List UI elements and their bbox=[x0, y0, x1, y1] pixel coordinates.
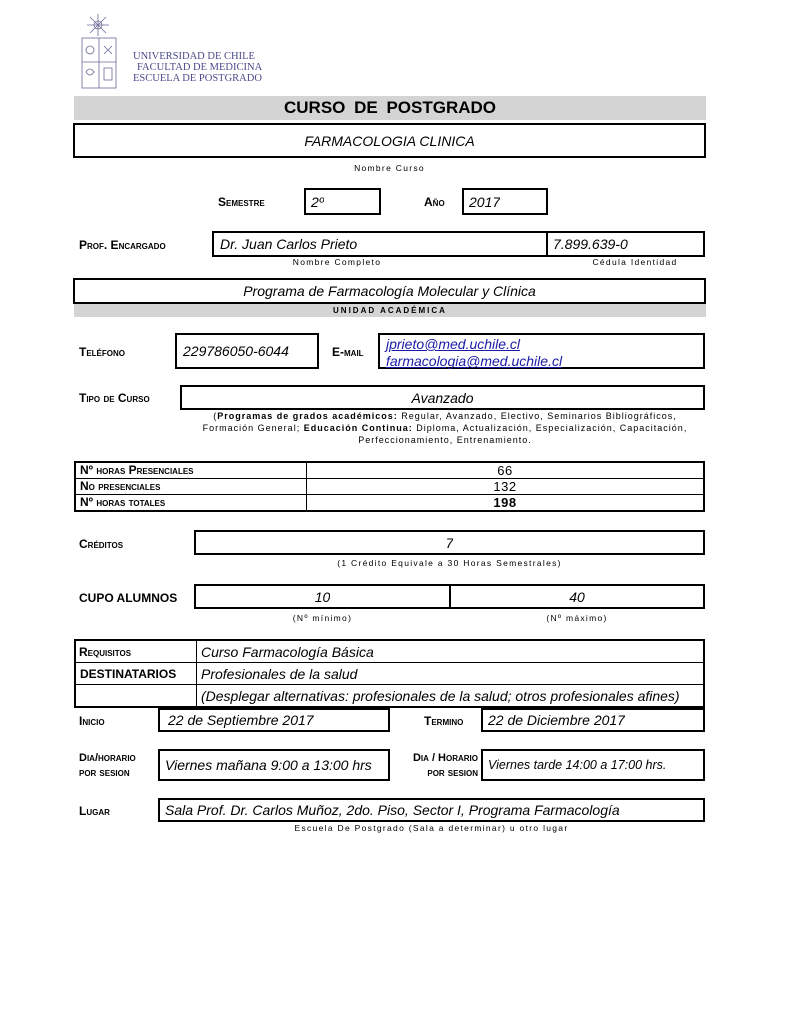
quota-min-field bbox=[194, 584, 451, 609]
course-type-note bbox=[200, 410, 690, 446]
audience-alt-label-cell bbox=[75, 685, 197, 708]
quota-min-caption: (Nº mínimo) bbox=[292, 613, 353, 623]
academic-unit-caption-band bbox=[74, 304, 706, 317]
table-row bbox=[75, 479, 704, 495]
year-value: 2017 bbox=[469, 193, 501, 210]
requirements-label-cell bbox=[75, 640, 197, 663]
phone-field bbox=[175, 333, 319, 369]
course-type-note-continuing-list: Diploma, Actualización, Especialización, Capacitación, Perfeccionamiento, Entrenamiento. bbox=[358, 423, 688, 445]
audience-alternatives: (Desplegar alternativas: profesionales de la salud; otros profesionales afines) bbox=[197, 685, 705, 708]
professor-id-value: 7.899.639-0 bbox=[553, 236, 628, 252]
end-value: 22 de Diciembre 2017 bbox=[488, 712, 625, 728]
professor-name-caption: Nombre Completo bbox=[292, 257, 382, 267]
table-row bbox=[75, 462, 704, 479]
year-field bbox=[462, 188, 548, 215]
hours-table bbox=[74, 461, 705, 512]
professor-label: Prof. Encargado bbox=[79, 238, 166, 252]
schedule1-label bbox=[79, 751, 136, 781]
email-field bbox=[378, 333, 705, 369]
end-field bbox=[481, 708, 705, 732]
email-label: E-mail bbox=[332, 345, 364, 359]
course-type-label: Tipo de Curso bbox=[79, 391, 150, 405]
schedule2-field bbox=[481, 749, 705, 781]
end-label: Termino bbox=[424, 714, 464, 728]
table-row bbox=[75, 663, 704, 685]
quota-min-value: 10 bbox=[314, 588, 331, 605]
table-row bbox=[75, 640, 704, 663]
table-row bbox=[75, 685, 704, 708]
phone-value: 229786050-6044 bbox=[183, 343, 289, 359]
email-link-primary[interactable]: jprieto@med.uchile.cl bbox=[386, 336, 521, 352]
semester-value: 2º bbox=[311, 193, 324, 210]
place-value: Sala Prof. Dr. Carlos Muñoz, 2do. Piso, Sector I, Programa Farmacología bbox=[165, 802, 620, 818]
start-value: 22 de Septiembre 2017 bbox=[168, 712, 314, 728]
credits-caption: (1 Crédito Equivale a 30 Horas Semestrales) bbox=[337, 558, 562, 568]
academic-unit-field bbox=[73, 278, 706, 304]
course-name-value: FARMACOLOGIA CLINICA bbox=[304, 132, 475, 149]
schedule2-value: Viernes tarde 14:00 a 17:00 hrs. bbox=[488, 758, 667, 772]
course-name-field bbox=[73, 123, 706, 158]
professor-id-caption: Cédula Identidad bbox=[592, 257, 678, 267]
page-title-text: CURSO DE POSTGRADO bbox=[283, 98, 497, 117]
credits-value: 7 bbox=[445, 534, 454, 551]
requirements-table bbox=[74, 639, 705, 708]
place-caption: Escuela De Postgrado (Sala a determinar) u otro lugar bbox=[294, 823, 569, 833]
quota-max-caption: (Nº máximo) bbox=[546, 613, 608, 623]
quota-max-value: 40 bbox=[569, 588, 585, 605]
course-name-caption: Nombre Curso bbox=[354, 163, 425, 173]
course-type-field bbox=[180, 385, 705, 410]
place-field bbox=[158, 798, 705, 822]
schedule1-value: Viernes mañana 9:00 a 13:00 hrs bbox=[165, 757, 372, 773]
course-type-note-programs: Programas de grados académicos: bbox=[217, 411, 398, 421]
quota-label: CUPO ALUMNOS bbox=[79, 591, 178, 605]
course-type-note-programs-list: Regular, Avanzado, Electivo, Seminarios Bibliográficos, Formación General; bbox=[202, 411, 677, 433]
professor-name-field bbox=[212, 231, 548, 257]
schedule2-label bbox=[398, 751, 478, 781]
course-type-value: Avanzado bbox=[411, 389, 474, 406]
requirements-label: Requisitos bbox=[79, 645, 132, 659]
hours-remote-value: 132 bbox=[307, 479, 705, 495]
schedule1-label-line2: por sesion bbox=[79, 767, 130, 779]
credits-label: Créditos bbox=[79, 537, 124, 551]
course-type-note-continuing: Educación Continua: bbox=[303, 423, 413, 433]
requirements-value: Curso Farmacología Básica bbox=[197, 640, 705, 663]
schedule2-label-line2: por sesion bbox=[427, 767, 478, 779]
university-crest-icon bbox=[80, 12, 120, 90]
professor-id-field bbox=[546, 231, 705, 257]
hours-remote-label: No presenciales bbox=[75, 479, 307, 495]
credits-field bbox=[194, 530, 705, 555]
schedule2-label-line1: Dia / Horario bbox=[412, 752, 478, 764]
hours-in-person-value: 66 bbox=[307, 462, 705, 479]
professor-name-value: Dr. Juan Carlos Prieto bbox=[220, 236, 358, 252]
hours-total-value: 198 bbox=[307, 495, 705, 512]
year-label: Año bbox=[424, 195, 445, 209]
course-type-note-open: ( bbox=[213, 411, 218, 421]
email-link-secondary[interactable]: farmacologia@med.uchile.cl bbox=[386, 353, 563, 369]
audience-label: DESTINATARIOS bbox=[75, 663, 197, 685]
phone-label: Teléfono bbox=[79, 345, 125, 359]
faculty-name: FACULTAD DE MEDICINA bbox=[137, 62, 263, 73]
audience-value: Profesionales de la salud bbox=[197, 663, 705, 685]
table-row bbox=[75, 495, 704, 512]
school-name: ESCUELA DE POSTGRADO bbox=[133, 73, 262, 84]
start-field bbox=[158, 708, 390, 732]
hours-total-label: Nº horas totales bbox=[75, 495, 307, 512]
hours-in-person-label: Nº horas Presenciales bbox=[75, 462, 307, 479]
quota-max-field bbox=[449, 584, 705, 609]
schedule1-label-line1: Dia/horario bbox=[79, 752, 136, 764]
university-name: UNIVERSIDAD DE CHILE bbox=[133, 51, 255, 62]
academic-unit-value: Programa de Farmacología Molecular y Clínica bbox=[243, 283, 536, 299]
academic-unit-caption: UNIDAD ACADÉMICA bbox=[333, 306, 447, 315]
start-label: Inicio bbox=[79, 714, 105, 728]
semester-label: Semestre bbox=[218, 195, 265, 209]
schedule1-field bbox=[158, 749, 390, 781]
semester-field bbox=[304, 188, 381, 215]
page-title bbox=[74, 96, 706, 120]
place-label: Lugar bbox=[79, 804, 110, 818]
